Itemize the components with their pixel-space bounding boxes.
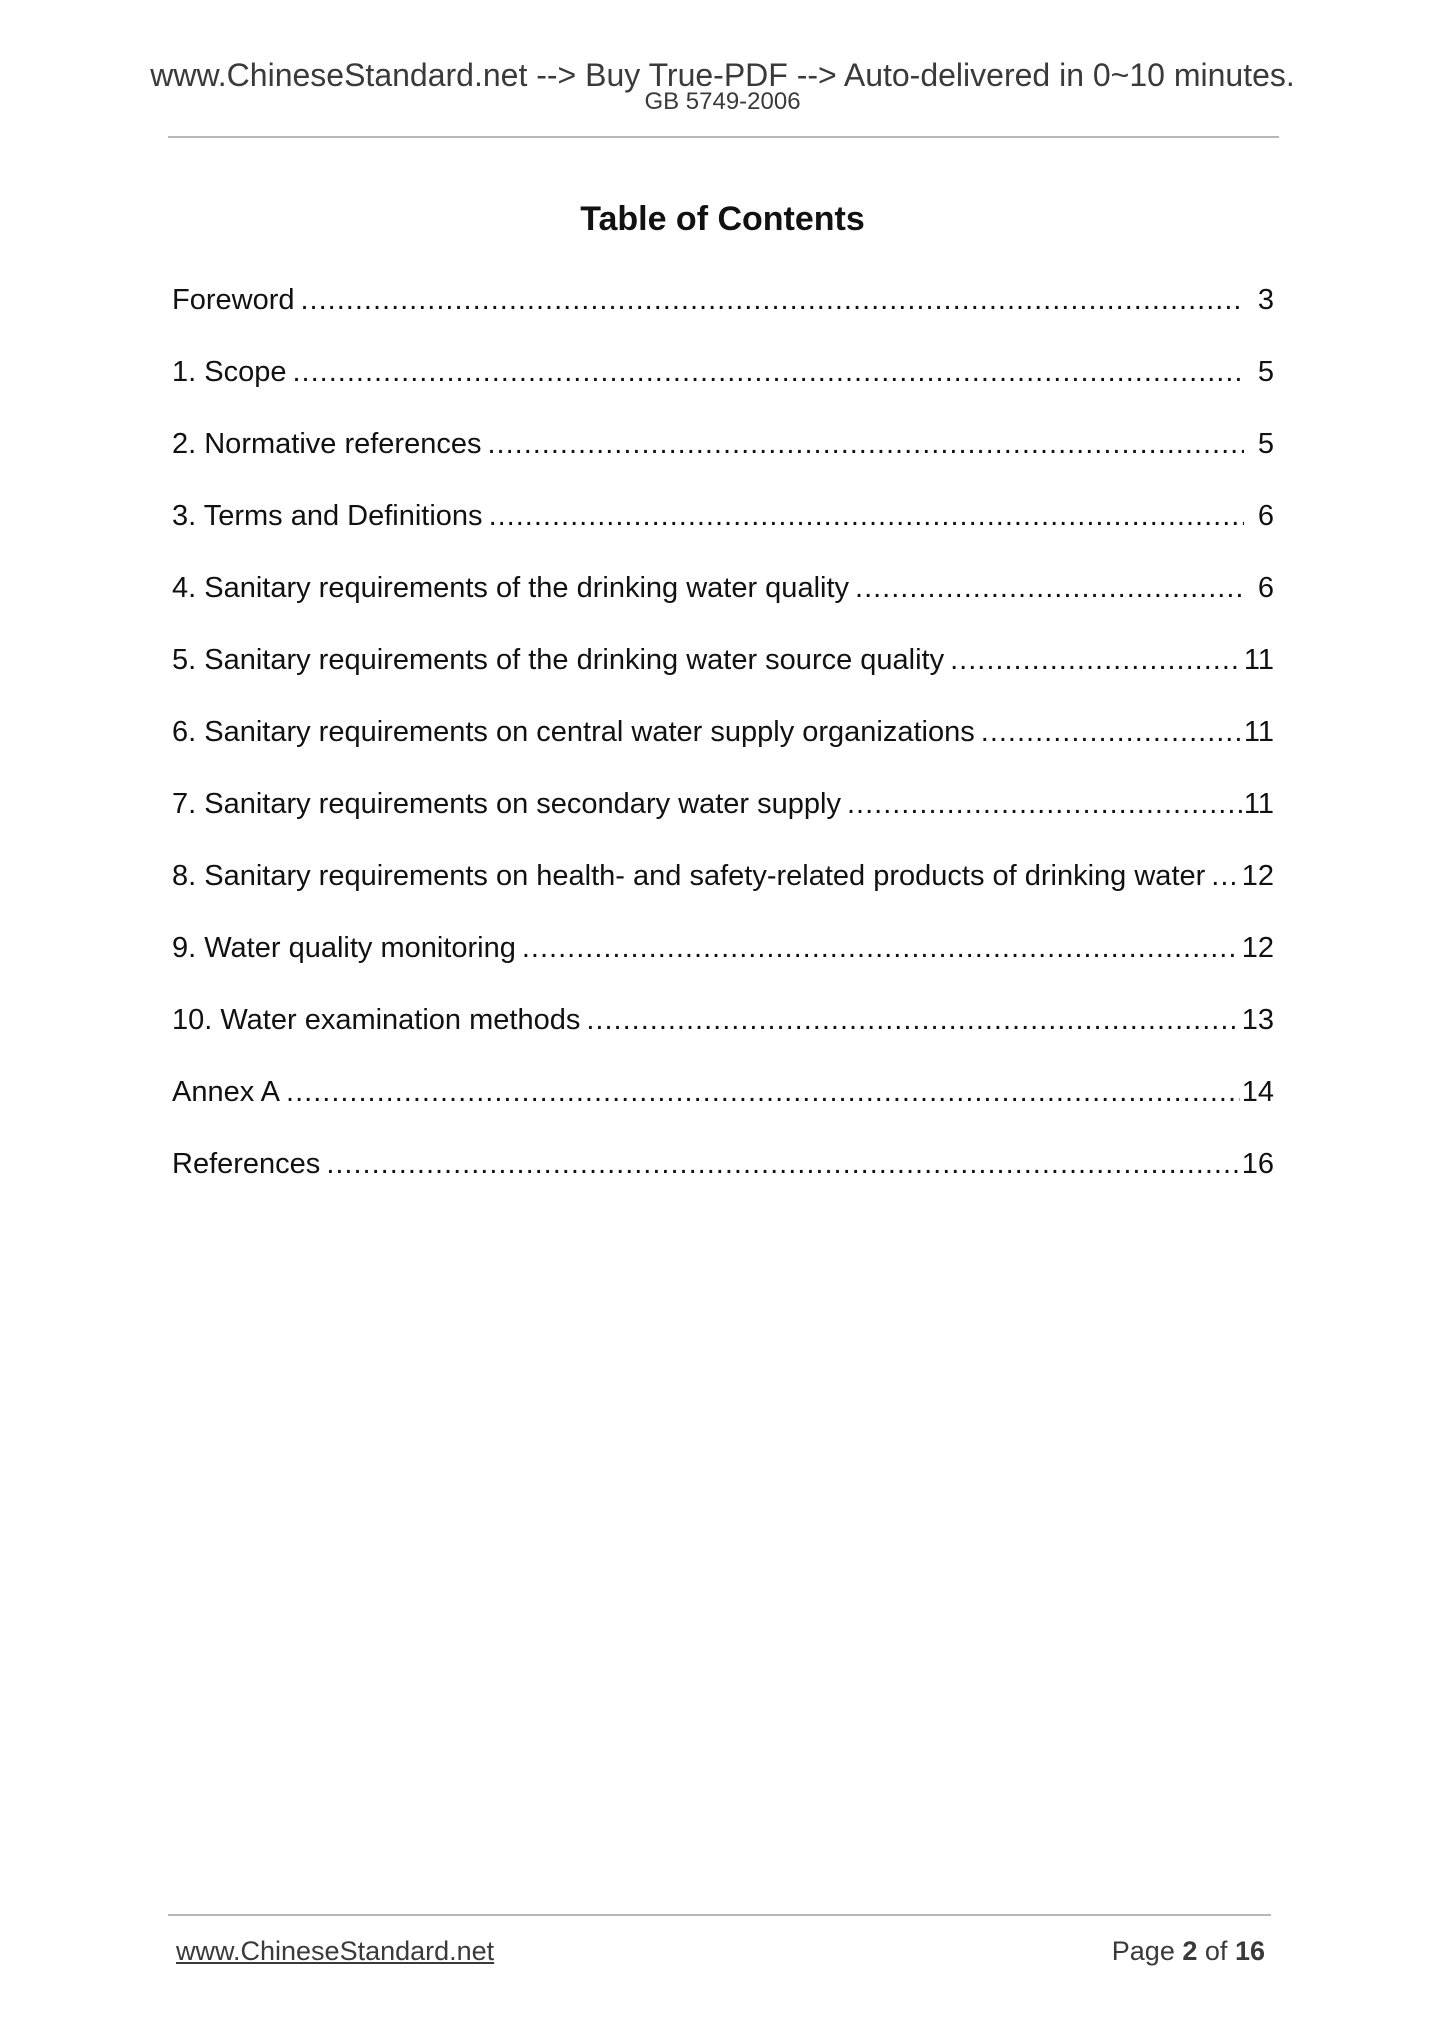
toc-entry-page: 6: [1257, 500, 1274, 532]
toc-entry-label: 1. Scope: [172, 356, 287, 388]
toc-entry-label: 4. Sanitary requirements of the drinking water quality: [172, 572, 850, 604]
toc-entry-label: Annex A: [172, 1076, 281, 1108]
header-divider: [168, 136, 1279, 138]
toc-entry-references[interactable]: [172, 1144, 1274, 1216]
document-code: GB 5749-2006: [644, 88, 801, 115]
toc-dot-leader: [522, 928, 1240, 968]
toc-entry-scope[interactable]: [172, 352, 1274, 424]
toc-dot-leader: [487, 424, 1244, 464]
toc-dot-leader: [292, 352, 1244, 392]
toc-entry-page: 11: [1243, 788, 1274, 820]
toc-entry-normative-references[interactable]: [172, 424, 1274, 496]
toc-entry-label: 7. Sanitary requirements on secondary water supply: [172, 788, 841, 820]
toc-entry-page: 6: [1257, 572, 1274, 604]
toc-entry-page: 5: [1257, 428, 1274, 460]
footer-divider: [168, 1914, 1271, 1916]
toc-dot-leader: [847, 784, 1242, 824]
toc-entry-label: References: [172, 1148, 321, 1180]
toc-list: [172, 280, 1274, 1216]
page-total: 16: [1234, 1936, 1265, 1966]
toc-dot-leader: [1211, 856, 1239, 896]
toc-entry-page: 12: [1241, 860, 1274, 892]
toc-entry-label: 2. Normative references: [172, 428, 482, 460]
toc-entry-annex-a[interactable]: [172, 1072, 1274, 1144]
toc-entry-page: 11: [1243, 644, 1274, 676]
page-prefix: Page: [1111, 1936, 1175, 1966]
toc-entry-label: 6. Sanitary requirements on central water supply organizations: [172, 716, 975, 748]
toc-entry-label: 5. Sanitary requirements of the drinking water source quality: [172, 644, 945, 676]
toc-entry-health-safety-products[interactable]: [172, 856, 1274, 928]
toc-entry-foreword[interactable]: [172, 280, 1274, 352]
toc-entry-page: 16: [1241, 1148, 1274, 1180]
toc-entry-terms-definitions[interactable]: [172, 496, 1274, 568]
toc-dot-leader: [286, 1072, 1240, 1112]
toc-entry-examination-methods[interactable]: [172, 1000, 1274, 1072]
toc-entry-secondary-supply[interactable]: [172, 784, 1274, 856]
toc-entry-page: 13: [1241, 1004, 1274, 1036]
toc-dot-leader: [981, 712, 1242, 752]
toc-entry-page: 14: [1241, 1076, 1274, 1108]
toc-dot-leader: [301, 280, 1245, 320]
toc-entry-label: 9. Water quality monitoring: [172, 932, 516, 964]
toc-entry-label: Foreword: [172, 284, 295, 316]
page-indicator: [1112, 1934, 1265, 1968]
toc-entry-label: 3. Terms and Definitions: [172, 500, 483, 532]
toc-dot-leader: [950, 640, 1242, 680]
toc-entry-label: 10. Water examination methods: [172, 1004, 581, 1036]
toc-entry-page: 12: [1241, 932, 1274, 964]
toc-dot-leader: [855, 568, 1244, 608]
toc-dot-leader: [586, 1000, 1239, 1040]
toc-entry-page: 3: [1257, 284, 1274, 316]
toc-entry-label: 8. Sanitary requirements on health- and safety-related products of drinking water: [172, 860, 1206, 892]
toc-entry-page: 5: [1257, 356, 1274, 388]
toc-entry-central-supply[interactable]: [172, 712, 1274, 784]
page-separator: of: [1204, 1936, 1228, 1966]
toc-entry-quality-monitoring[interactable]: [172, 928, 1274, 1000]
toc-dot-leader: [326, 1144, 1239, 1184]
site-banner: www.ChineseStandard.net --> Buy True-PDF --> Auto-delivered in 0~10 minutes.: [150, 57, 1295, 93]
toc-title: Table of Contents: [580, 200, 865, 238]
footer-site-link[interactable]: www.ChineseStandard.net: [176, 1936, 495, 1966]
toc-entry-page: 11: [1243, 716, 1274, 748]
toc-entry-water-quality[interactable]: [172, 568, 1274, 640]
toc-entry-water-source-quality[interactable]: [172, 640, 1274, 712]
page-current: 2: [1182, 1936, 1198, 1966]
toc-dot-leader: [489, 496, 1244, 536]
